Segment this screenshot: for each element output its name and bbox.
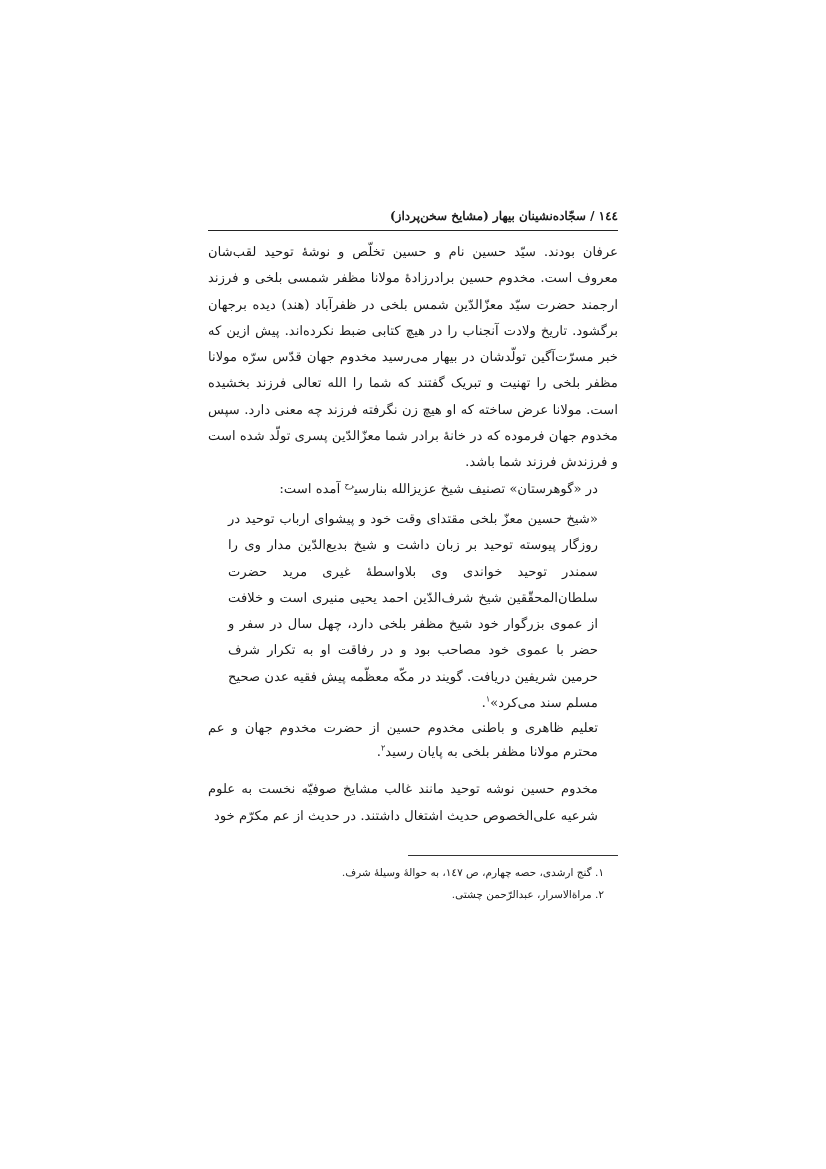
footnote-ref-2: ٢	[380, 743, 386, 753]
honorific-mark: رح	[344, 480, 355, 490]
main-text	[208, 240, 618, 830]
block-quote	[208, 507, 618, 717]
running-header	[208, 208, 618, 224]
paragraph-2-end: آمده است:	[279, 481, 345, 497]
footnote-ref-1: ١	[485, 694, 491, 704]
paragraph-4: مخدوم حسین نوشه توحید مانند غالب مشایخ صوفیّه نخست به علوم شرعیه علی‌الخصوص حدیث اشتغال داشتند. در حدیث از عم مکرّم خود	[208, 782, 598, 824]
header-rule	[208, 230, 618, 231]
paragraph-3-text: تعلیم ظاهری و باطنی مخدوم حسین از حضرت مخدوم جهان و عم محترم مولانا مظفر بلخی به پایان رسید	[208, 721, 598, 761]
paragraph-2-text: در «گوهرستان» تصنیف شیخ عزیزالله بنارسی	[354, 481, 598, 497]
header-separator: /	[590, 209, 595, 223]
book-title: سجّاده‌نشینان بیهار (مشایخ سخن‌پرداز)	[389, 209, 586, 223]
paragraph-3	[208, 717, 618, 765]
book-page	[208, 0, 618, 1169]
footnote-number: ١.	[595, 867, 604, 879]
footnote-text: گنج ارشدی، حصه چهارم، ص ١٤٧، به حوالهٔ وسیلهٔ شرف.	[341, 867, 592, 879]
footnote-number: ٢.	[595, 889, 604, 901]
footnotes	[208, 862, 618, 906]
footnote-rule	[408, 855, 618, 856]
quote-end: .	[481, 696, 486, 712]
quote-text: «شیخ حسین معزّ بلخی مقتدای وقت خود و پیشوای ارباب توحید در روزگار پیوسته توحید بر زبان داشت و شیخ بدیع‌الدّین مدار وی را سمندر توحید خواندی وی بلاواسطهٔ غیری مرید حضرت سلطان‌المحقّقین شیخ شرف‌الدّین احمد یحیی منیری است و خلافت از عموی بزرگوار خود شیخ مظفر بلخی دارد، چهل سال در سفر و حضر با عموی خود مصاحب بود و در رفاقت او به تکرار شرف حرمین شریفین دریافت. گویند در مکّه معظّمه پیش فقیه عدن صحیح مسلم سند می‌کرد»	[228, 511, 598, 712]
paragraph-1: عرفان بودند. سیّد حسین نام و حسین تخلّص و نوشهٔ توحید لقب‌شان معروف است. مخدوم حسین برادرزادهٔ مولانا مظفر شمسی بلخی و فرزند ارجمند حضرت سیّد معزّالدّین شمس بلخی در ظفرآباد (هند) دیده برجهان برگشود. تاریخ ولادت آنجناب را در هیچ کتابی ضبط نکرده‌اند. پیش ازین که خبر مسرّت‌آگین تولّدشان در بیهار می‌رسید مخدوم جهان قدّس سرّه مولانا مظفر بلخی را تهنیت و تبریک گفتند که شما را الله تعالی فرزند بخشیده است. مولانا عرض ساخته که او هیچ زن نگرفته فرزند چه معنی دارد. سپس مخدوم جهان فرموده که در خانهٔ برادر شما معزّالدّین پسری تولّد شده است و فرزندش فرزند شما باشد.	[208, 245, 618, 471]
paragraph-3-end: .	[376, 745, 381, 761]
page-number: ١٤٤	[598, 209, 618, 223]
footnote-2	[208, 884, 618, 906]
paragraph-2	[208, 477, 618, 503]
footnote-1	[208, 862, 618, 884]
footnote-text: مراةالاسرار، عبدالرّحمن چشتی.	[451, 889, 592, 901]
